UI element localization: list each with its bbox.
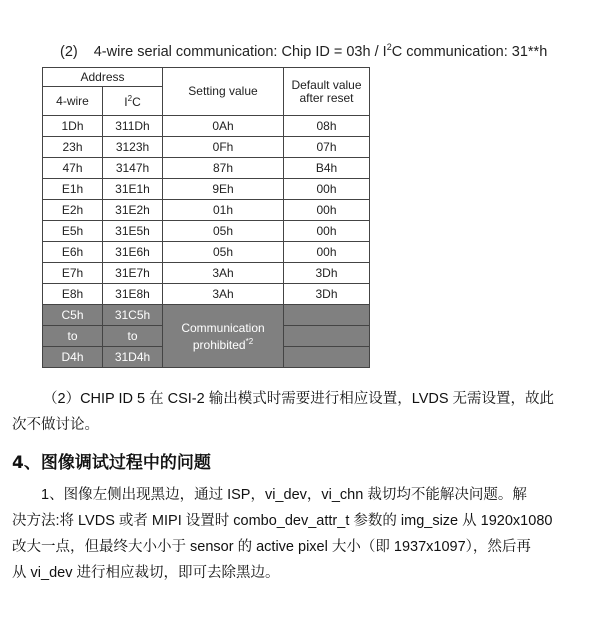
cell-setting-value: 05h [163, 242, 284, 263]
text-line: （2）CHIP ID 5 在 CSI-2 输出模式时需要进行相应设置，LVDS 无需设置，故此 [43, 391, 555, 407]
caption-superscript: 2 [386, 42, 392, 52]
prohibited-note: Communication prohibited$^{*2}$ [163, 305, 284, 368]
cell-i2c: 31E8h [103, 284, 163, 305]
cell-default-value: 07h [284, 137, 370, 158]
cell-i2c: 311Dh [103, 116, 163, 137]
cell-4wire: E1h [43, 179, 103, 200]
table-row [43, 200, 370, 221]
prohibited-from-i2c: 31C5h [103, 305, 163, 326]
cell-4wire: E7h [43, 263, 103, 284]
caption-text-a: 4-wire serial communication: Chip ID = 03h / I [93, 43, 387, 60]
cell-i2c: 31E2h [103, 200, 163, 221]
cell-default-value: 00h [284, 221, 370, 242]
table-row [43, 179, 370, 200]
header-address: Address [43, 68, 163, 87]
table-caption [60, 42, 547, 60]
cell-4wire: E5h [43, 221, 103, 242]
cell-setting-value: 0Fh [163, 137, 284, 158]
cell-setting-value: 3Ah [163, 284, 284, 305]
prohibited-default-cell [284, 305, 370, 326]
text-line: 从 vi_dev 进行相应裁切，即可去除黑边。 [12, 565, 280, 581]
cell-default-value: 00h [284, 242, 370, 263]
cell-default-value: 08h [284, 116, 370, 137]
cell-setting-value: 05h [163, 221, 284, 242]
cell-setting-value: 87h [163, 158, 284, 179]
text-line: 1、图像左侧出现黑边，通过 ISP，vi_dev，vi_chn 裁切均不能解决问题。解 [41, 487, 527, 503]
cell-i2c: 31E7h [103, 263, 163, 284]
cell-i2c: 3147h [103, 158, 163, 179]
cell-default-value: 00h [284, 200, 370, 221]
table-row [43, 116, 370, 137]
cell-4wire: 1Dh [43, 116, 103, 137]
cell-default-value: 3Dh [284, 284, 370, 305]
cell-4wire: 23h [43, 137, 103, 158]
caption-text-b: C communication: 31**h [391, 43, 548, 60]
cell-4wire: 47h [43, 158, 103, 179]
prohibited-to-4wire: D4h [43, 347, 103, 368]
register-table [42, 67, 370, 368]
cell-4wire: E2h [43, 200, 103, 221]
text-line: 决方法:将 LVDS 或者 MIPI 设置时 combo_dev_attr_t 参数的 img_size 从 1920x1080 [12, 513, 553, 529]
cell-i2c: 3123h [103, 137, 163, 158]
cell-setting-value: 3Ah [163, 263, 284, 284]
prohibited-default-cell [284, 347, 370, 368]
cell-i2c: 31E6h [103, 242, 163, 263]
text-line: 次不做讨论。 [12, 417, 99, 433]
cell-4wire: E8h [43, 284, 103, 305]
cell-default-value: 00h [284, 179, 370, 200]
prohibited-to-label: to [43, 326, 103, 347]
header-4wire: 4-wire [43, 87, 103, 116]
header-default-value: Default value after reset [284, 68, 370, 116]
table-row [43, 263, 370, 284]
table-row [43, 158, 370, 179]
cell-default-value: 3Dh [284, 263, 370, 284]
cell-i2c: 31E5h [103, 221, 163, 242]
cell-i2c: 31E1h [103, 179, 163, 200]
section-heading: 4、图像调试过程中的问题 [12, 453, 211, 473]
cell-setting-value: 9Eh [163, 179, 284, 200]
prohibited-from-4wire: C5h [43, 305, 103, 326]
cell-setting-value: 01h [163, 200, 284, 221]
issue-paragraph [12, 482, 572, 586]
prohibited-to-label: to [103, 326, 163, 347]
text-line: 改大一点，但最终大小小于 sensor 的 active pixel 大小（即 1937x1097），然后再 [12, 539, 531, 555]
cell-setting-value: 0Ah [163, 116, 284, 137]
table-row [43, 221, 370, 242]
chip-id-note [12, 386, 572, 438]
table-row [43, 284, 370, 305]
header-i2c: $I^2C$ [103, 87, 163, 116]
caption-number: (2) [60, 43, 78, 60]
cell-4wire: E6h [43, 242, 103, 263]
prohibited-to-i2c: 31D4h [103, 347, 163, 368]
table-row [43, 242, 370, 263]
prohibited-default-cell [284, 326, 370, 347]
cell-default-value: B4h [284, 158, 370, 179]
table-row [43, 137, 370, 158]
header-setting-value: Setting value [163, 68, 284, 116]
